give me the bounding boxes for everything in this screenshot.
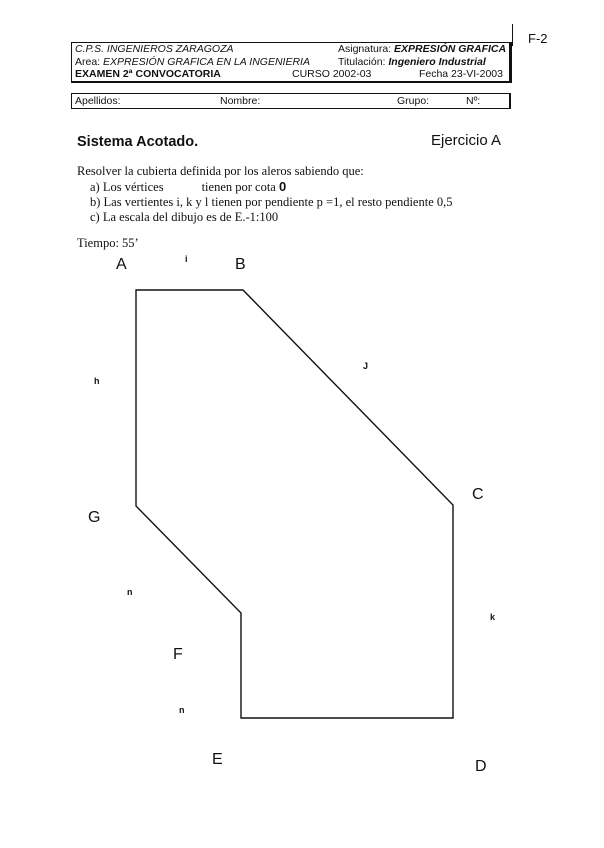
slope-l-label: n	[127, 587, 133, 597]
statement-a-value: 0	[278, 179, 287, 194]
course: CURSO 2002-03	[292, 68, 372, 80]
slope-m-label: n	[179, 705, 185, 715]
vertex-b-label: B	[235, 256, 246, 273]
vertex-c-label: C	[472, 486, 484, 503]
slope-h-label: h	[94, 376, 100, 386]
time-limit: Tiempo: 55’	[77, 236, 139, 250]
statement-a-prefix: a) Los vértices	[90, 180, 164, 194]
statement-c: c) La escala del dibujo es de E.-1:100	[90, 210, 279, 224]
vertex-a-label: A	[116, 256, 127, 273]
exam-call: EXAMEN 2ª CONVOCATORIA	[75, 68, 221, 80]
subject-value: EXPRESIÓN GRAFICA	[394, 43, 507, 55]
subject-label: Asignatura:	[338, 43, 392, 55]
vertex-e-label: E	[212, 751, 223, 768]
vertex-d-label: D	[475, 758, 487, 775]
surname-field[interactable]: Apellidos:	[75, 95, 121, 107]
exercise-id: Ejercicio A	[431, 132, 502, 149]
school-name: C.P.S. INGENIEROS ZARAGOZA	[75, 43, 234, 55]
degree-value: Ingeniero Industrial	[388, 55, 486, 68]
slope-j-label: J	[363, 361, 369, 371]
area-value: EXPRESIÓN GRAFICA EN LA INGENIERIA	[103, 55, 310, 68]
statement-a-suffix: tienen por cota	[201, 180, 276, 194]
number-field[interactable]: Nº:	[466, 95, 481, 107]
slope-k-label: k	[490, 612, 496, 622]
name-field[interactable]: Nombre:	[220, 95, 261, 107]
exercise-title: Sistema Acotado.	[77, 134, 199, 150]
group-field[interactable]: Grupo:	[397, 95, 430, 107]
exam-date: Fecha 23-VI-2003	[418, 68, 503, 80]
statement-b: b) Las vertientes i, k y l tienen por pendiente p =1, el resto pendiente 0,5	[90, 195, 453, 209]
degree-label: Titulación:	[338, 55, 386, 68]
eaves-outline	[136, 290, 453, 718]
vertex-g-label: G	[88, 509, 101, 526]
slope-i-label: i	[185, 254, 188, 264]
page-code: F-2	[528, 31, 548, 46]
statement-intro: Resolver la cubierta definida por los aleros sabiendo que:	[77, 164, 364, 178]
area-label: Area:	[75, 55, 101, 68]
vertex-f-label: F	[173, 646, 183, 663]
